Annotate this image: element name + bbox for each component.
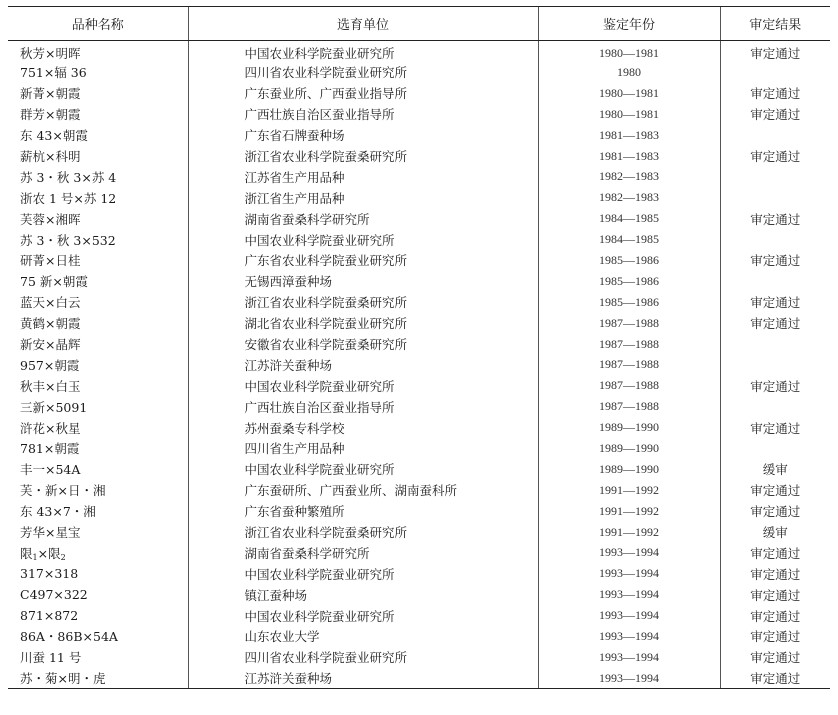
cell-breeding-unit: 四川省生产用品种 <box>188 438 538 459</box>
cell-approval-result <box>720 229 830 250</box>
cell-approval-result: 审定通过 <box>720 417 830 438</box>
cell-breeding-unit: 浙江省农业科学院蚕桑研究所 <box>188 146 538 167</box>
cell-approval-result <box>720 125 830 146</box>
cell-approval-result: 审定通过 <box>720 250 830 271</box>
cell-breeding-unit: 广东省石牌蚕种场 <box>188 125 538 146</box>
cell-identification-year: 1987—1988 <box>538 334 720 355</box>
table-row <box>8 375 830 396</box>
cell-variety-name <box>8 542 188 563</box>
cell-identification-year: 1984—1985 <box>538 229 720 250</box>
cell-identification-year: 1993—1994 <box>538 542 720 563</box>
cell-approval-result: 审定通过 <box>720 146 830 167</box>
cell-approval-result: 审定通过 <box>720 626 830 647</box>
cell-approval-result: 审定通过 <box>720 647 830 668</box>
header-breeding-unit: 选育单位 <box>188 7 538 41</box>
cell-breeding-unit: 四川省农业科学院蚕业研究所 <box>188 647 538 668</box>
table-row <box>8 334 830 355</box>
cell-breeding-unit: 中国农业科学院蚕业研究所 <box>188 229 538 250</box>
cell-approval-result: 审定通过 <box>720 605 830 626</box>
table-header-row <box>8 7 830 41</box>
cell-breeding-unit: 山东农业大学 <box>188 626 538 647</box>
cell-approval-result <box>720 187 830 208</box>
table-row <box>8 647 830 668</box>
cell-breeding-unit: 中国农业科学院蚕业研究所 <box>188 605 538 626</box>
cell-variety-name: 三新×5091 <box>20 399 88 415</box>
cell-identification-year: 1981—1983 <box>538 125 720 146</box>
table-row <box>8 438 830 459</box>
variety-table <box>8 6 830 689</box>
cell-breeding-unit: 广西壮族自治区蚕业指导所 <box>188 104 538 125</box>
header-variety-name: 品种名称 <box>8 7 188 41</box>
cell-approval-result: 审定通过 <box>720 542 830 563</box>
cell-breeding-unit: 中国农业科学院蚕业研究所 <box>188 459 538 480</box>
table-row <box>8 563 830 584</box>
cell-breeding-unit: 镇江蚕种场 <box>188 584 538 605</box>
cell-identification-year: 1987—1988 <box>538 354 720 375</box>
cell-variety-name: C497×322 <box>20 587 88 603</box>
cell-variety-name: 芙蓉×湘晖 <box>20 211 81 227</box>
table-row <box>8 584 830 605</box>
table-row <box>8 480 830 501</box>
cell-breeding-unit: 无锡西漳蚕种场 <box>188 271 538 292</box>
cell-approval-result: 审定通过 <box>720 584 830 605</box>
table-row <box>8 104 830 125</box>
cell-variety-name: 751×辐 36 <box>20 65 87 81</box>
cell-identification-year: 1985—1986 <box>538 271 720 292</box>
cell-variety-name: 群芳×朝霞 <box>20 107 81 123</box>
cell-variety-name: 薪杭×科明 <box>20 149 81 164</box>
cell-identification-year: 1989—1990 <box>538 438 720 459</box>
cell-identification-year: 1985—1986 <box>538 250 720 271</box>
cell-variety-name: 871×872 <box>20 608 79 624</box>
cell-breeding-unit: 广东蚕研所、广西蚕业所、湖南蚕科所 <box>188 480 538 501</box>
table-row <box>8 62 830 83</box>
cell-approval-result <box>720 62 830 83</box>
cell-variety-name: 黄鹤×朝霞 <box>20 316 81 332</box>
cell-breeding-unit: 浙江省农业科学院蚕桑研究所 <box>188 292 538 313</box>
table-row <box>8 229 830 250</box>
cell-approval-result <box>720 396 830 417</box>
cell-approval-result: 审定通过 <box>720 375 830 396</box>
variety-name-subscript: 1 <box>32 552 38 562</box>
cell-identification-year: 1991—1992 <box>538 480 720 501</box>
cell-identification-year: 1982—1983 <box>538 187 720 208</box>
table-row <box>8 542 830 563</box>
table-body <box>8 41 830 689</box>
cell-variety-name: 东 43×朝霞 <box>20 128 88 144</box>
cell-variety-name: 新菁×朝霞 <box>20 86 81 102</box>
cell-breeding-unit: 中国农业科学院蚕业研究所 <box>188 563 538 584</box>
table-row <box>8 208 830 229</box>
cell-approval-result: 审定通过 <box>720 563 830 584</box>
cell-identification-year: 1987—1988 <box>538 396 720 417</box>
cell-variety-name: 苏 3・秋 3×苏 4 <box>20 169 117 185</box>
table-row <box>8 125 830 146</box>
table-row <box>8 292 830 313</box>
cell-identification-year: 1993—1994 <box>538 584 720 605</box>
cell-identification-year: 1993—1994 <box>538 563 720 584</box>
table-row <box>8 41 830 63</box>
cell-variety-name: 东 43×7・湘 <box>20 504 96 520</box>
cell-breeding-unit: 广东省农业科学院蚕业研究所 <box>188 250 538 271</box>
cell-identification-year: 1991—1992 <box>538 501 720 522</box>
cell-identification-year: 1993—1994 <box>538 605 720 626</box>
variety-name-subscript: 2 <box>60 552 66 562</box>
cell-approval-result: 审定通过 <box>720 41 830 63</box>
cell-identification-year: 1980—1981 <box>538 104 720 125</box>
cell-breeding-unit: 安徽省农业科学院蚕桑研究所 <box>188 334 538 355</box>
cell-approval-result: 审定通过 <box>720 292 830 313</box>
cell-breeding-unit: 江苏省生产用品种 <box>188 166 538 187</box>
cell-breeding-unit: 湖南省蚕桑科学研究所 <box>188 542 538 563</box>
cell-breeding-unit: 四川省农业科学院蚕业研究所 <box>188 62 538 83</box>
variety-name-part: 限 <box>20 545 33 561</box>
variety-name-part: ×限 <box>37 545 61 561</box>
cell-breeding-unit: 浙江省生产用品种 <box>188 187 538 208</box>
cell-approval-result: 审定通过 <box>720 208 830 229</box>
cell-approval-result: 缓审 <box>720 459 830 480</box>
cell-variety-name: 317×318 <box>20 566 79 582</box>
cell-identification-year: 1993—1994 <box>538 626 720 647</box>
table-row <box>8 271 830 292</box>
cell-approval-result <box>720 334 830 355</box>
cell-variety-name: 芙・新×日・湘 <box>20 483 106 499</box>
cell-identification-year: 1980—1981 <box>538 41 720 63</box>
cell-approval-result: 审定通过 <box>720 104 830 125</box>
cell-variety-name: 781×朝霞 <box>20 441 80 457</box>
cell-variety-name: 秋芳×明晖 <box>20 46 81 61</box>
cell-variety-name: 86A・86B×54A <box>20 629 118 645</box>
cell-variety-name: 浙农 1 号×苏 12 <box>20 190 117 206</box>
table-row <box>8 83 830 104</box>
cell-identification-year: 1989—1990 <box>538 459 720 480</box>
cell-breeding-unit: 广东省蚕种繁殖所 <box>188 501 538 522</box>
cell-identification-year: 1993—1994 <box>538 647 720 668</box>
cell-variety-name: 秋丰×白玉 <box>20 378 81 394</box>
cell-approval-result: 审定通过 <box>720 480 830 501</box>
cell-approval-result: 审定通过 <box>720 313 830 334</box>
cell-approval-result: 缓审 <box>720 522 830 543</box>
table-row <box>8 396 830 417</box>
cell-variety-name: 苏 3・秋 3×532 <box>20 232 116 248</box>
cell-identification-year: 1989—1990 <box>538 417 720 438</box>
cell-breeding-unit: 苏州蚕桑专科学校 <box>188 417 538 438</box>
header-identification-year: 鉴定年份 <box>538 7 720 41</box>
cell-identification-year: 1987—1988 <box>538 313 720 334</box>
cell-identification-year: 1993—1994 <box>538 668 720 689</box>
table-row <box>8 459 830 480</box>
table-row <box>8 146 830 167</box>
table-row <box>8 313 830 334</box>
cell-approval-result: 审定通过 <box>720 668 830 689</box>
cell-identification-year: 1984—1985 <box>538 208 720 229</box>
table-row <box>8 166 830 187</box>
table-row <box>8 522 830 543</box>
cell-variety-name: 新安×晶辉 <box>20 337 81 353</box>
cell-variety-name: 957×朝霞 <box>20 357 80 373</box>
cell-breeding-unit: 湖北省农业科学院蚕业研究所 <box>188 313 538 334</box>
cell-breeding-unit: 江苏浒关蚕种场 <box>188 668 538 689</box>
table-row <box>8 668 830 689</box>
cell-breeding-unit: 浙江省农业科学院蚕桑研究所 <box>188 522 538 543</box>
cell-identification-year: 1987—1988 <box>538 375 720 396</box>
table-row <box>8 605 830 626</box>
cell-approval-result <box>720 354 830 375</box>
table-row <box>8 626 830 647</box>
cell-approval-result: 审定通过 <box>720 501 830 522</box>
cell-approval-result <box>720 166 830 187</box>
cell-identification-year: 1980 <box>538 62 720 83</box>
cell-breeding-unit: 中国农业科学院蚕业研究所 <box>188 375 538 396</box>
cell-variety-name: 丰一×54A <box>20 462 81 478</box>
table-row <box>8 417 830 438</box>
cell-identification-year: 1980—1981 <box>538 83 720 104</box>
cell-breeding-unit: 湖南省蚕桑科学研究所 <box>188 208 538 229</box>
cell-identification-year: 1985—1986 <box>538 292 720 313</box>
cell-identification-year: 1981—1983 <box>538 146 720 167</box>
cell-variety-name: 浒花×秋星 <box>20 420 81 436</box>
cell-breeding-unit: 江苏浒关蚕种场 <box>188 354 538 375</box>
cell-variety-name: 蓝天×白云 <box>20 295 81 311</box>
table-row <box>8 354 830 375</box>
table-row <box>8 250 830 271</box>
table-row <box>8 187 830 208</box>
cell-approval-result: 审定通过 <box>720 83 830 104</box>
header-approval-result: 审定结果 <box>720 7 830 41</box>
cell-approval-result <box>720 271 830 292</box>
table-row <box>8 501 830 522</box>
cell-variety-name: 苏・菊×明・虎 <box>8 668 188 689</box>
cell-breeding-unit: 广西壮族自治区蚕业指导所 <box>188 396 538 417</box>
cell-variety-name: 研菁×日桂 <box>20 253 81 269</box>
cell-variety-name: 75 新×朝霞 <box>20 274 88 290</box>
cell-variety-name: 川蚕 11 号 <box>20 650 82 666</box>
cell-approval-result <box>720 438 830 459</box>
cell-variety-name: 芳华×星宝 <box>20 525 81 541</box>
cell-identification-year: 1991—1992 <box>538 522 720 543</box>
cell-identification-year: 1982—1983 <box>538 166 720 187</box>
cell-breeding-unit: 中国农业科学院蚕业研究所 <box>188 41 538 63</box>
cell-breeding-unit: 广东蚕业所、广西蚕业指导所 <box>188 83 538 104</box>
